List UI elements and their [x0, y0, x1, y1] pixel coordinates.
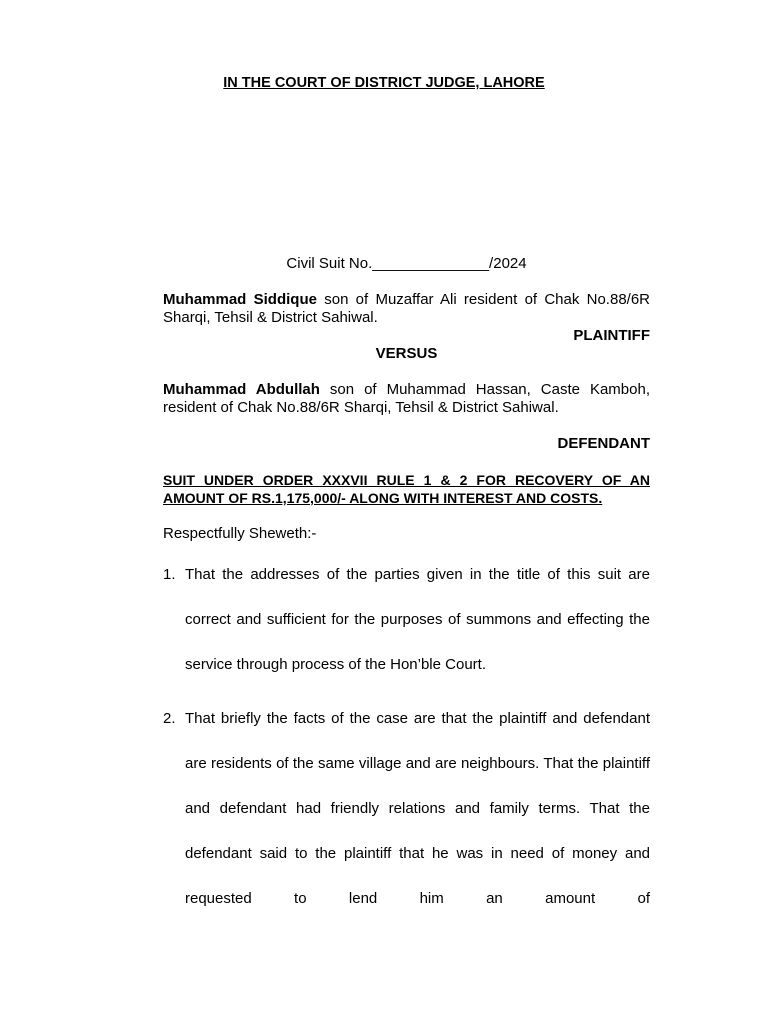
defendant-details: son of Muhammad Hassan, Caste Kamboh, resident of Chak No.88/6R Sharqi, Tehsil & District Sahiwal.	[163, 381, 650, 416]
versus-label: VERSUS	[375, 345, 438, 362]
document-body	[163, 255, 650, 921]
paragraph-text: That the addresses of the parties given in the title of this suit are correct and sufficient for the purposes of summons and effecting the service through process of the Hon’ble Court.	[185, 566, 650, 673]
court-heading: IN THE COURT OF DISTRICT JUDGE, LAHORE	[223, 75, 545, 91]
defendant-block	[163, 381, 650, 417]
paragraph-list	[163, 552, 650, 921]
suit-subject: SUIT UNDER ORDER XXXVII RULE 1 & 2 FOR RECOVERY OF AN AMOUNT OF RS.1,175,000/- ALONG WITH INTEREST AND COSTS.	[163, 472, 650, 506]
plaintiff-block	[163, 291, 650, 327]
paragraph-number: 1.	[163, 566, 176, 583]
defendant-role: DEFENDANT	[557, 435, 650, 452]
list-item	[163, 696, 650, 921]
paragraph-text: That briefly the facts of the case are that the plaintiff and defendant are residents of the same village and are neighbours. That the plaintiff and defendant had friendly relations and family terms. That the defendant said to the plaintiff that he was in need of money and requested to lend him an amount of	[185, 710, 650, 907]
plaintiff-name: Muhammad Siddique	[163, 291, 317, 308]
defendant-name: Muhammad Abdullah	[163, 381, 320, 398]
plaintiff-role: PLAINTIFF	[573, 327, 650, 344]
list-item	[163, 552, 650, 687]
plaintiff-details: son of Muzaffar Ali resident of Chak No.88/6R Sharqi, Tehsil & District Sahiwal.	[163, 291, 651, 326]
salutation: Respectfully Sheweth:-	[163, 525, 317, 542]
civil-suit-number: Civil Suit No.______________/2024	[286, 255, 527, 272]
paragraph-number: 2.	[163, 710, 176, 727]
